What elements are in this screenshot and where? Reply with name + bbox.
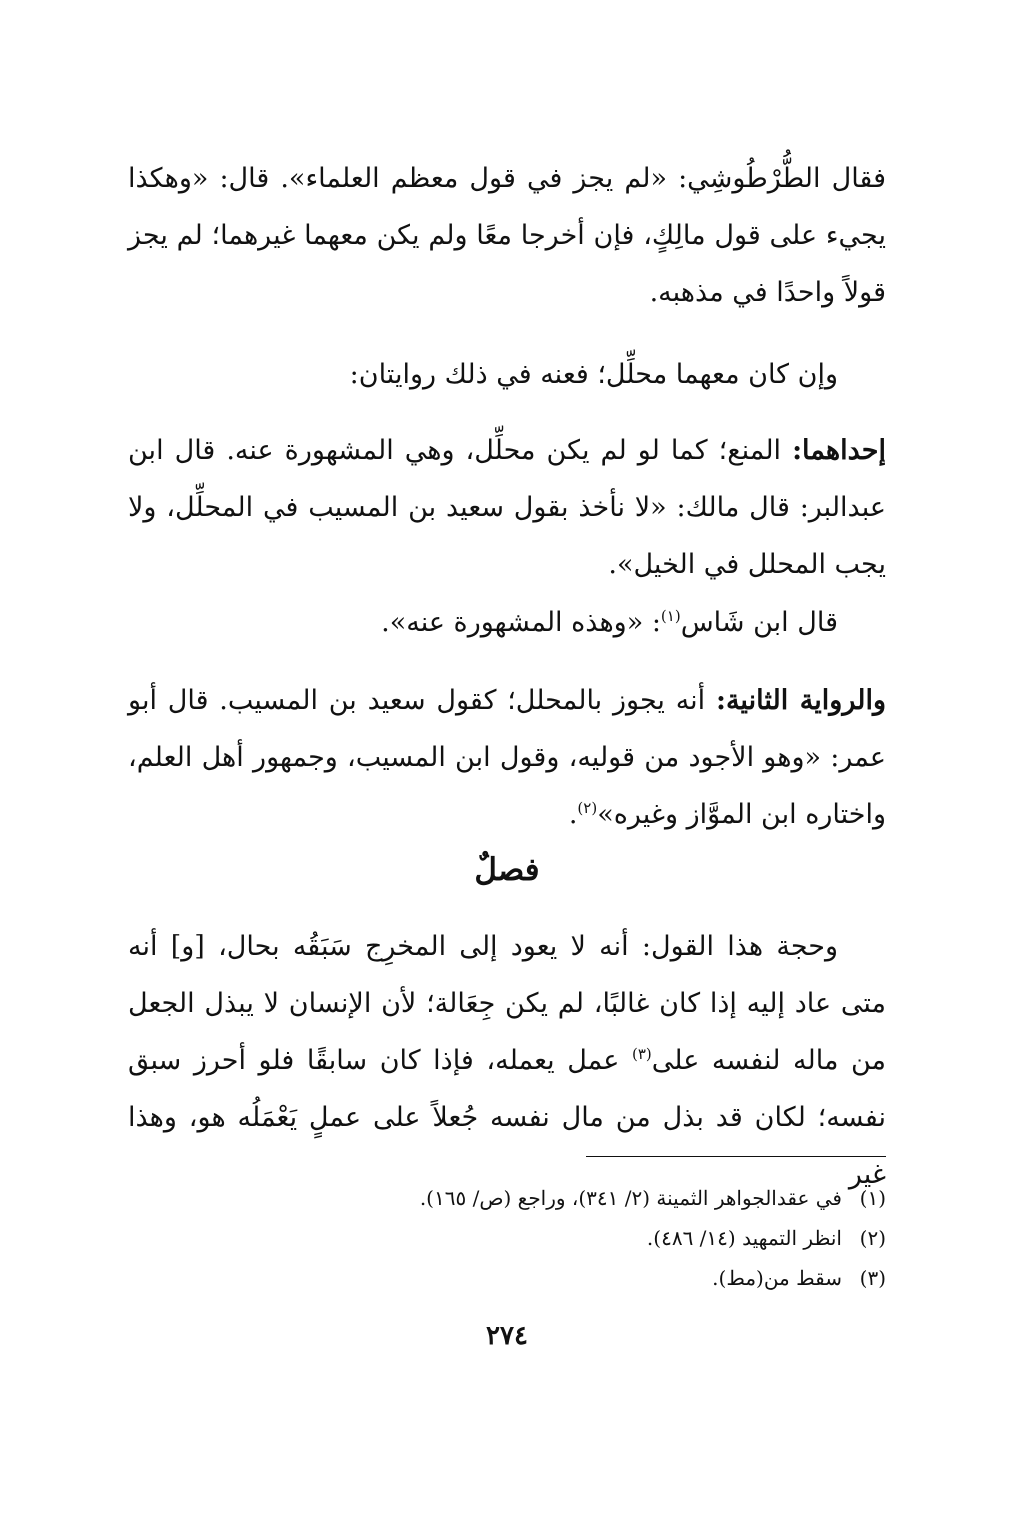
paragraph-text: وحجة هذا القول: أنه لا يعود إلى المخرِج سَبَقُه بحال، [و] أنه متى عاد إليه إذا كان غالبًا، لم يكن جِعَالة؛ لأن الإنسان لا يبذل الجعل من ماله لنفسه على [128,931,886,1076]
footnote-divider [586,1156,886,1157]
page-number: ٢٧٤ [486,1321,528,1351]
paragraph-ibn-shas [128,594,886,651]
narration-label: إحداهما: [792,435,886,466]
footnote-item [128,1178,886,1218]
paragraph-text: . [568,799,578,830]
paragraph-tartushi-quote [128,150,886,321]
paragraph-text: عمل يعمله، فإذا كان سابقًا فلو أحرز سبق نفسه؛ لكان قد بذل من مال نفسه جُعلاً على عملٍ يَعْمَلُه هو، وهذا غير [128,1045,886,1190]
section-heading: فصلٌ [474,852,540,888]
narration-label: والرواية الثانية: [715,685,886,716]
footnote-item [128,1258,886,1298]
footnotes-section [128,1178,886,1298]
paragraph-text: وإن كان معهما محلِّل؛ فعنه في ذلك روايتان: [349,359,838,390]
footnote-number: (٢) [859,1226,886,1250]
paragraph-first-narration [128,422,886,593]
footnote-number: (٣) [859,1266,886,1290]
footnote-text: انظر التمهيد (١٤/ ٤٨٦). [646,1226,842,1250]
footnote-number: (١) [859,1186,886,1210]
footnote-ref-2: (٢) [577,799,598,817]
paragraph-text: قال ابن شَاس [680,607,838,638]
paragraph-text: المنع؛ كما لو لم يكن محلِّل، وهي المشهورة عنه. قال ابن عبدالبر: قال مالك: «لا نأخذ بقول سعيد بن المسيب في المحلِّل، ولا يجب المحلل في الخيل». [128,435,886,580]
paragraph-argument [128,918,886,1203]
footnote-ref-3: (٣) [631,1045,652,1063]
paragraph-second-narration [128,672,886,843]
paragraph-text: فقال الطُّرْطُوشِي: «لم يجز في قول معظم العلماء». قال: «وهكذا يجيء على قول مالِكٍ، فإن أخرجا معًا ولم يكن معهما غيرهما؛ لم يجز قولاً واحدًا في مذهبه. [128,163,886,308]
paragraph-text: : «وهذه المشهورة عنه». [381,607,661,638]
footnote-item [128,1218,886,1258]
footnote-text: في عقدالجواهر الثمينة (٢/ ٣٤١)، وراجع (ص/ ١٦٥). [419,1186,842,1210]
footnote-text: سقط من(مط). [712,1266,842,1290]
footnote-ref-1: (١) [660,607,681,625]
paragraph-two-narrations [128,346,886,403]
paragraph-text: أنه يجوز بالمحلل؛ كقول سعيد بن المسيب. قال أبو عمر: «وهو الأجود من قوليه، وقول ابن المسيب، وجمهور أهل العلم، واختاره ابن الموَّاز وغيره» [128,685,886,830]
